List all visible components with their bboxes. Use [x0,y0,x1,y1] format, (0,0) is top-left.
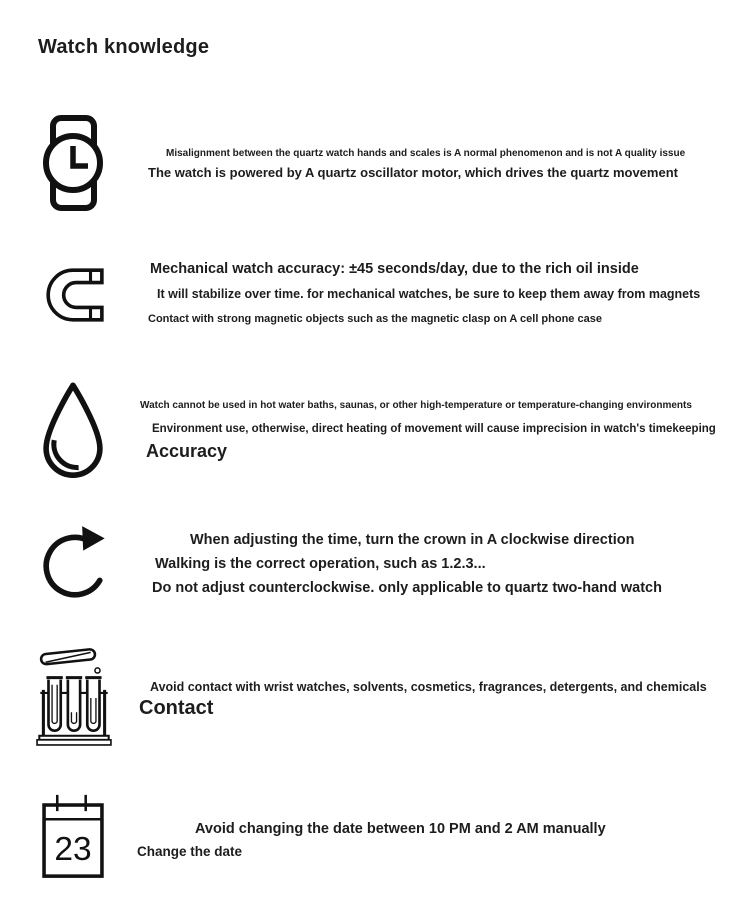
crown-counterclockwise-note: Do not adjust counterclockwise. only applicable to quartz two-hand watch [152,580,662,596]
date-change-note: Change the date [137,844,243,859]
clockwise-arrow-icon [42,523,110,605]
quartz-power-note: The watch is powered by A quartz oscillator motor, which drives the quartz movement [148,165,678,180]
date-avoid-note: Avoid changing the date between 10 PM and 2 AM manually [195,821,606,837]
calendar-icon [41,792,105,880]
test-tubes-icon [36,647,112,747]
magnet-stabilize-note: It will stabilize over time. for mechanical watches, be sure to keep them away from magnets [157,287,701,301]
calendar-day-number: 23 [54,830,92,868]
wristwatch-icon [42,114,104,212]
page-title: Watch knowledge [38,36,210,58]
water-drop-icon [40,381,106,483]
magnet-accuracy-note: Mechanical watch accuracy: ±45 seconds/day, due to the rich oil inside [150,261,639,277]
magnet-icon [42,266,106,324]
accuracy-heading: Accuracy [146,441,228,461]
chemicals-avoid-note: Avoid contact with wrist watches, solvents, cosmetics, fragrances, detergents, and chemicals [150,680,707,694]
crown-clockwise-note: When adjusting the time, turn the crown in A clockwise direction [190,532,635,548]
temperature-warning-note: Watch cannot be used in hot water baths, saunas, or other high-temperature or temperature-changing environments [140,400,692,411]
contact-heading: Contact [139,697,214,719]
quartz-misalignment-note: Misalignment between the quartz watch hands and scales is A normal phenomenon and is not A quality issue [166,148,686,159]
magnet-contact-note: Contact with strong magnetic objects such as the magnetic clasp on A cell phone case [148,313,602,325]
crown-walking-note: Walking is the correct operation, such as 1.2.3... [155,556,486,572]
temperature-environment-note: Environment use, otherwise, direct heating of movement will cause imprecision in watch's timekeeping [152,423,716,435]
